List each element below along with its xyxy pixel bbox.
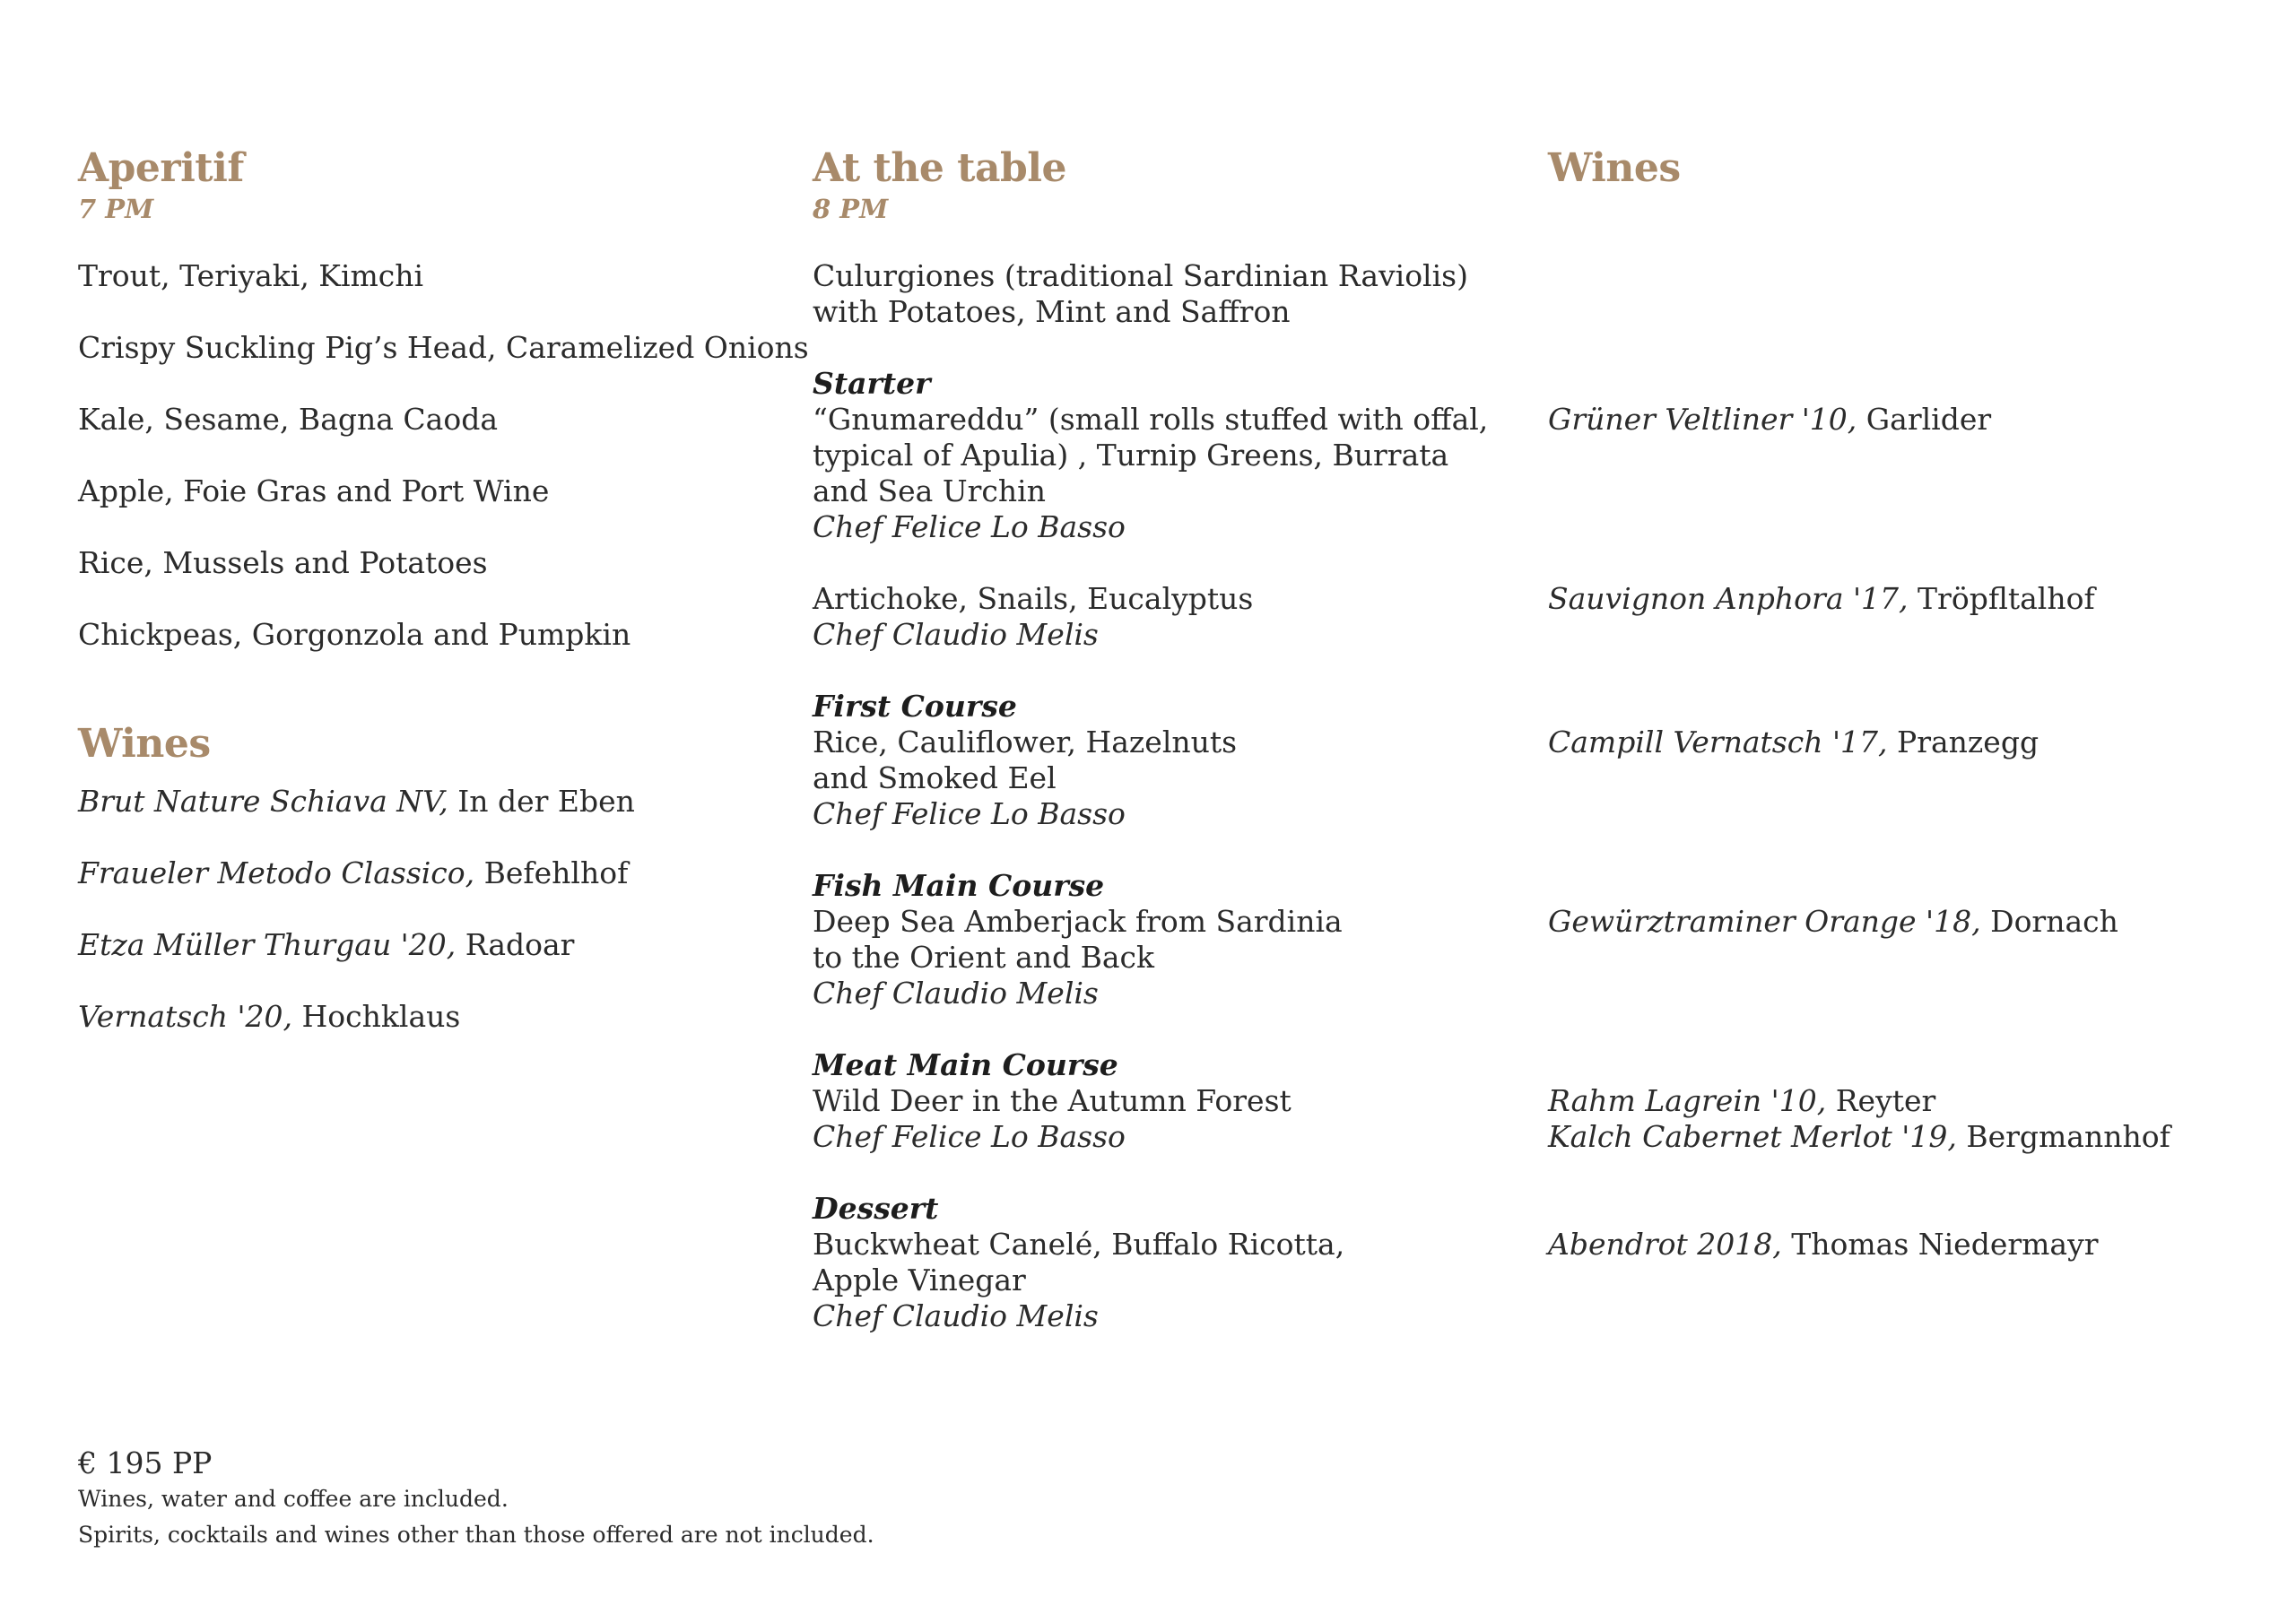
- chef-name: Chef Felice Lo Basso: [813, 1119, 1126, 1154]
- wine-pairing: [1548, 904, 2118, 940]
- wine-entry: [78, 855, 635, 927]
- course-label: Dessert: [813, 1191, 939, 1226]
- course-line: and Sea Urchin: [813, 473, 1046, 508]
- wine-pairing: [1548, 1227, 2099, 1263]
- course-line: “Gnumareddu” (small rolls stuffed with offal,: [813, 402, 1489, 437]
- wine-name: Fraueler Metodo Classico,: [78, 855, 475, 890]
- wine-producer: Thomas Niedermayr: [1791, 1227, 2099, 1262]
- course-label: Meat Main Course: [813, 1047, 1118, 1082]
- wine-pairing: [1548, 1083, 1935, 1119]
- wine-producer: Pranzegg: [1897, 725, 2039, 759]
- course-line: with Potatoes, Mint and Saffron: [813, 294, 1291, 329]
- aperitif-list: [78, 258, 809, 689]
- wine-producer: Bergmannhof: [1966, 1119, 2170, 1154]
- table-time: 8 PM: [813, 194, 889, 224]
- aperitif-time: 7 PM: [78, 194, 154, 224]
- wine-entry: [78, 927, 635, 999]
- footer-note: Spirits, cocktails and wines other than those offered are not included.: [78, 1522, 874, 1548]
- table-column: [813, 142, 1512, 1333]
- aperitif-item: Rice, Mussels and Potatoes: [78, 545, 488, 580]
- table-title: At the table: [813, 145, 1066, 191]
- course-line: Culurgiones (traditional Sardinian Raviolis): [813, 258, 1468, 293]
- course-line: and Smoked Eel: [813, 760, 1057, 795]
- course-meat: [813, 1047, 1292, 1155]
- aperitif-column: [78, 142, 809, 1034]
- footer-note: Wines, water and coffee are included.: [78, 1486, 509, 1512]
- wine-name: Vernatsch '20,: [78, 999, 293, 1034]
- wine-producer: Tröpfltalhof: [1918, 581, 2095, 616]
- wine-producer: Befehlhof: [483, 855, 629, 890]
- course-line: Rice, Cauliflower, Hazelnuts: [813, 725, 1238, 759]
- course-label: Starter: [813, 366, 931, 401]
- aperitif-wines-list: [78, 784, 635, 1071]
- aperitif-item: Apple, Foie Gras and Port Wine: [78, 473, 550, 508]
- course-fish: [813, 868, 1343, 1011]
- wine-name: Etza Müller Thurgau '20,: [78, 927, 457, 962]
- footer: [78, 1445, 874, 1553]
- wine-name: Rahm Lagrein '10,: [1548, 1083, 1827, 1118]
- course-intro: [813, 258, 1468, 330]
- aperitif-title: Aperitif: [78, 145, 244, 191]
- aperitif-item: Trout, Teriyaki, Kimchi: [78, 258, 424, 293]
- wine-pairing: [1548, 725, 2039, 760]
- wine-producer: Reyter: [1835, 1083, 1936, 1118]
- wine-name: Sauvignon Anphora '17,: [1548, 581, 1909, 616]
- wine-name: Brut Nature Schiava NV,: [78, 784, 448, 819]
- course-dessert: [813, 1191, 1344, 1334]
- course-label: Fish Main Course: [813, 868, 1105, 903]
- wine-producer: Radoar: [465, 927, 575, 962]
- wine-producer: Hochklaus: [301, 999, 461, 1034]
- chef-name: Chef Claudio Melis: [813, 1298, 1099, 1333]
- chef-name: Chef Felice Lo Basso: [813, 509, 1126, 544]
- course-line: Deep Sea Amberjack from Sardinia: [813, 904, 1343, 939]
- wine-name: Grüner Veltliner '10,: [1548, 402, 1857, 437]
- wine-pairing: [1548, 1119, 2170, 1155]
- aperitif-wines-title: Wines: [78, 721, 211, 767]
- course-starter: [813, 366, 1488, 545]
- course-line: to the Orient and Back: [813, 940, 1155, 975]
- course-starter-2: [813, 581, 1253, 653]
- wine-producer: Garlider: [1866, 402, 1992, 437]
- wine-name: Campill Vernatsch '17,: [1548, 725, 1888, 759]
- course-line: typical of Apulia) , Turnip Greens, Burrata: [813, 438, 1449, 473]
- course-line: Apple Vinegar: [813, 1263, 1026, 1298]
- aperitif-item: Kale, Sesame, Bagna Caoda: [78, 402, 498, 437]
- wines-column: [1548, 142, 2266, 1262]
- wine-entry: [78, 784, 635, 855]
- chef-name: Chef Felice Lo Basso: [813, 796, 1126, 831]
- wine-producer: In der Eben: [457, 784, 635, 819]
- chef-name: Chef Claudio Melis: [813, 617, 1099, 652]
- wine-name: Gewürztraminer Orange '18,: [1548, 904, 1981, 939]
- course-line: Artichoke, Snails, Eucalyptus: [813, 581, 1254, 616]
- course-first: [813, 689, 1237, 832]
- wine-pairing: [1548, 581, 2095, 617]
- course-label: First Course: [813, 689, 1017, 724]
- course-line: Wild Deer in the Autumn Forest: [813, 1083, 1292, 1118]
- chef-name: Chef Claudio Melis: [813, 976, 1099, 1011]
- aperitif-item: Crispy Suckling Pig’s Head, Caramelized Onions: [78, 330, 809, 365]
- aperitif-item: Chickpeas, Gorgonzola and Pumpkin: [78, 617, 631, 652]
- wine-name: Abendrot 2018,: [1548, 1227, 1782, 1262]
- price: € 195 PP: [78, 1445, 213, 1480]
- wine-pairing: [1548, 402, 1991, 438]
- course-line: Buckwheat Canelé, Buffalo Ricotta,: [813, 1227, 1345, 1262]
- wine-entry: [78, 999, 635, 1071]
- wine-name: Kalch Cabernet Merlot '19,: [1548, 1119, 1957, 1154]
- wines-title: Wines: [1548, 145, 1681, 191]
- wine-producer: Dornach: [1990, 904, 2118, 939]
